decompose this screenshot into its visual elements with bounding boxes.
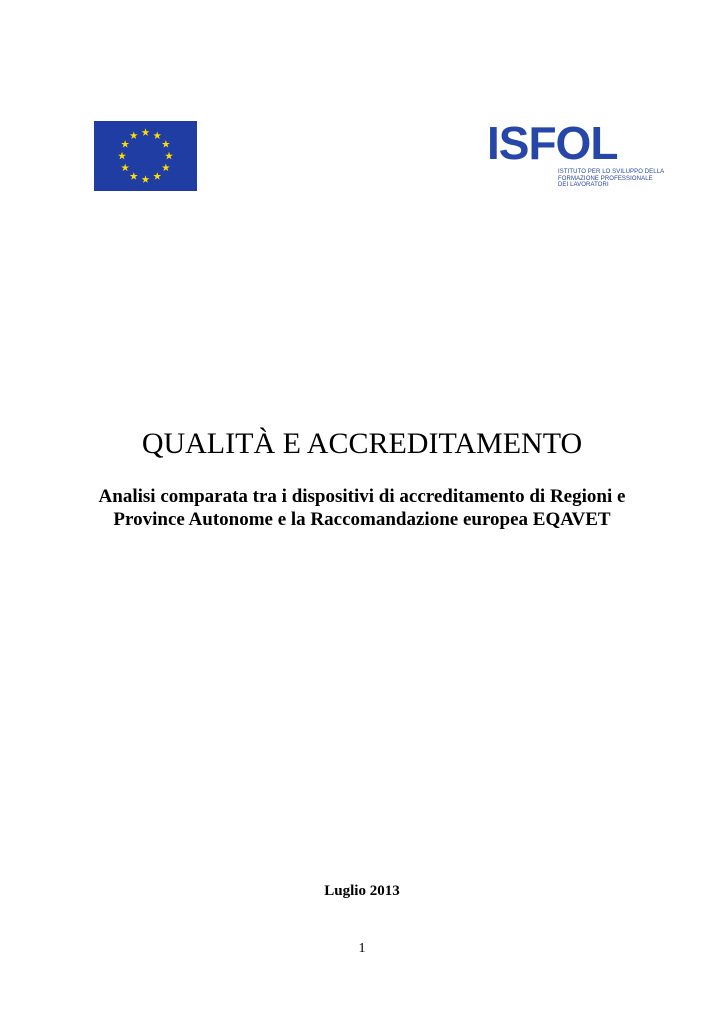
isfol-tagline-line: FORMAZIONE PROFESSIONALE — [558, 175, 653, 182]
subtitle-line: Analisi comparata tra i dispositivi di accreditamento di Regioni e — [98, 486, 626, 507]
publication-date: Luglio 2013 — [324, 883, 400, 899]
isfol-tagline-line: ISTITUTO PER LO SVILUPPO DELLA — [558, 169, 665, 175]
isfol-wordmark: ISFOL — [487, 117, 618, 169]
isfol-tagline-line: DEI LAVORATORI — [558, 182, 609, 189]
isfol-logo — [487, 117, 665, 190]
subtitle-line: Province Autonome e la Raccomandazione europea EQAVET — [113, 509, 611, 530]
isfol-tagline — [558, 169, 665, 189]
document-title: QUALITÀ E ACCREDITAMENTO — [141, 427, 583, 460]
document-subtitle — [0, 485, 724, 531]
page-number: 1 — [358, 941, 366, 956]
eu-flag-icon — [94, 121, 197, 191]
